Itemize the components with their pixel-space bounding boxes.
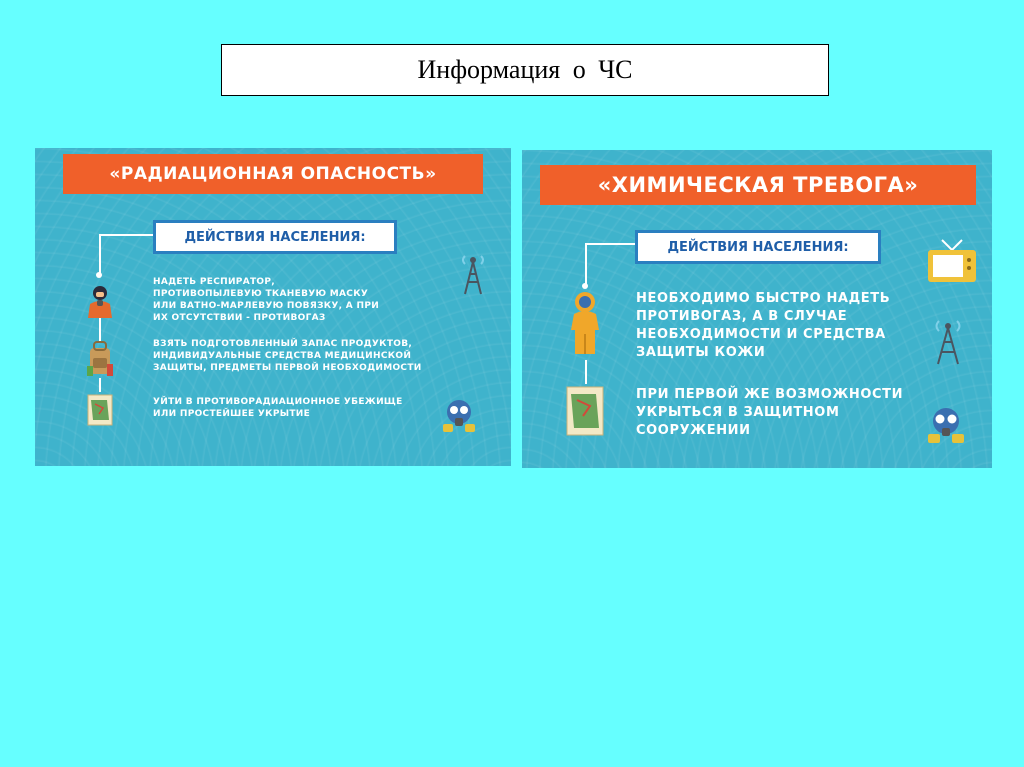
radio-tower-icon [459, 252, 487, 296]
chemical-step-1: НЕОБХОДИМО БЫСТРО НАДЕТЬ ПРОТИВОГАЗ, А В СЛУЧАЕ НЕОБХОДИМОСТИ И СРЕДСТВА ЗАЩИТЫ КОЖИ [636, 291, 891, 360]
map-icon [87, 394, 113, 426]
chemical-step-2: ПРИ ПЕРВОЙ ЖЕ ВОЗМОЖНОСТИ УКРЫТЬСЯ В ЗАЩИТНОМ СООРУЖЕНИИ [636, 387, 904, 438]
connector-line [99, 318, 101, 342]
slide-title-box [221, 44, 829, 96]
person-respirator-icon [85, 284, 115, 318]
radiation-subhead: ДЕЙСТВИЯ НАСЕЛЕНИЯ: [153, 220, 397, 254]
radiation-infographic [35, 148, 511, 466]
backpack-icon [85, 340, 115, 378]
slide-title: Информация о ЧС [417, 55, 633, 84]
connector-line [585, 243, 635, 245]
hazmat-person-icon [566, 290, 604, 358]
radiation-banner: «РАДИАЦИОННАЯ ОПАСНОСТЬ» [63, 154, 483, 194]
chemical-infographic [522, 150, 992, 468]
radiation-step-2: ВЗЯТЬ ПОДГОТОВЛЕННЫЙ ЗАПАС ПРОДУКТОВ, ИНДИВИДУАЛЬНЫЕ СРЕДСТВА МЕДИЦИНСКОЙ ЗАЩИТЫ, ПРЕДМЕТЫ ПЕРВОЙ НЕОБХОДИМОСТИ [153, 339, 422, 373]
map-icon [566, 386, 604, 436]
connector-line [99, 378, 101, 392]
connector-line [99, 234, 153, 236]
radio-tower-icon [932, 318, 964, 366]
connector-dot [96, 272, 102, 278]
connector-line [99, 234, 101, 274]
chemical-banner: «ХИМИЧЕСКАЯ ТРЕВОГА» [540, 165, 976, 205]
connector-line [585, 243, 587, 285]
radiation-step-3: УЙТИ В ПРОТИВОРАДИАЦИОННОЕ УБЕЖИЩЕ ИЛИ ПРОСТЕЙШЕЕ УКРЫТИЕ [153, 397, 403, 419]
connector-dot [582, 283, 588, 289]
connector-line [585, 360, 587, 384]
tv-icon [926, 238, 978, 284]
gas-mask-icon [924, 406, 968, 448]
radiation-step-1: НАДЕТЬ РЕСПИРАТОР, ПРОТИВОПЫЛЕВУЮ ТКАНЕВУЮ МАСКУ ИЛИ ВАТНО-МАРЛЕВУЮ ПОВЯЗКУ, А ПРИ ИХ ОТСУТСТВИИ - ПРОТИВОГАЗ [153, 277, 380, 323]
chemical-subhead: ДЕЙСТВИЯ НАСЕЛЕНИЯ: [635, 230, 881, 264]
gas-mask-icon [439, 398, 479, 436]
